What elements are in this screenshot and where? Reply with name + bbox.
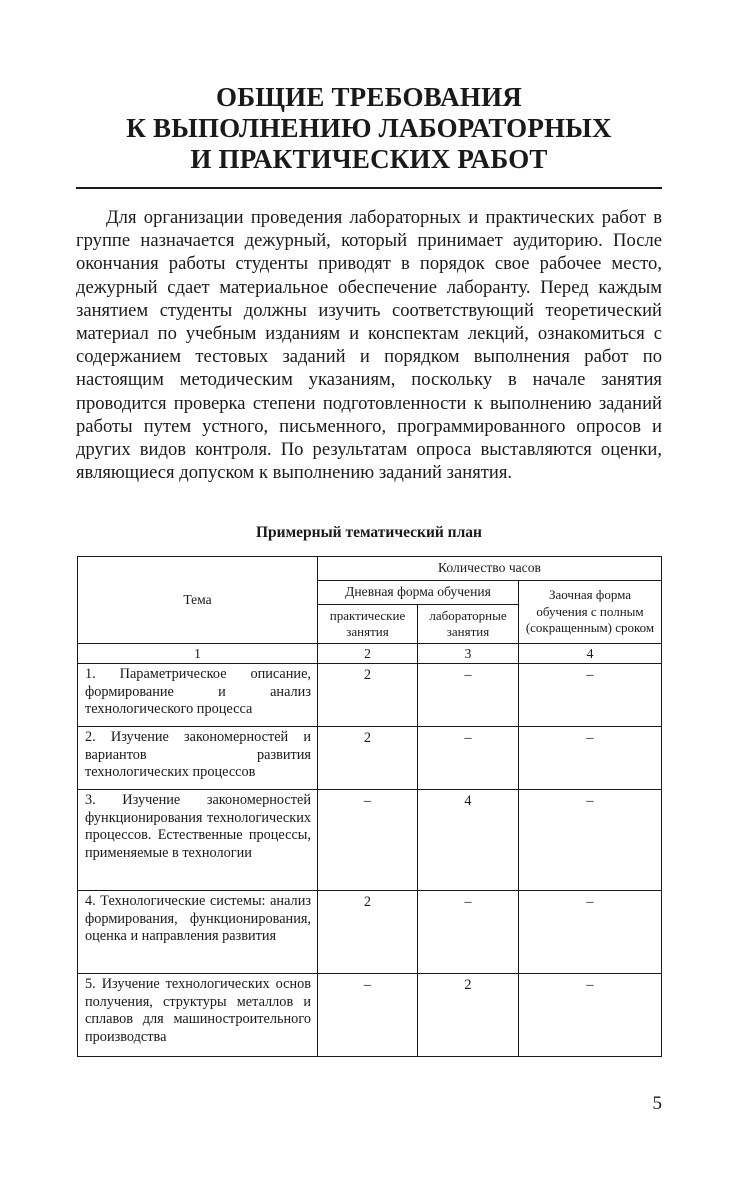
laboratory-hours-cell: – [418,727,519,790]
practical-hours-cell: 2 [318,727,418,790]
header-hours: Количество часов [318,557,662,581]
table-row [78,790,662,891]
practical-hours-cell: 2 [318,664,418,727]
practical-hours-cell: – [318,974,418,1057]
header-topic: Тема [78,557,318,644]
correspondence-hours-cell: – [519,727,662,790]
laboratory-hours-cell: 4 [418,790,519,891]
laboratory-hours-cell: – [418,664,519,727]
column-number-row [78,644,662,664]
topic-cell: 3. Изучение закономерностей функционирования технологических процессов. Естественные процессы, применяемые в технологии [78,790,318,891]
section-title-line-2: К ВЫПОЛНЕНИЮ ЛАБОРАТОРНЫХ [126,113,612,143]
topic-cell: 4. Технологические системы: анализ формирования, функционирования, оценка и направления развития [78,891,318,974]
correspondence-hours-cell: – [519,891,662,974]
column-number: 4 [519,644,662,664]
column-number: 2 [318,644,418,664]
table-row [78,664,662,727]
table-caption: Примерный тематический план [255,524,482,541]
column-number: 3 [418,644,519,664]
section-title-line-1: ОБЩИЕ ТРЕБОВАНИЯ [216,82,522,112]
page-number: 5 [652,1093,662,1114]
practical-hours-cell: – [318,790,418,891]
section-title-line-3: И ПРАКТИЧЕСКИХ РАБОТ [190,144,548,174]
correspondence-hours-cell: – [519,974,662,1057]
correspondence-hours-cell: – [519,664,662,727]
title-divider [76,187,662,189]
header-correspondence: Заочная форма обучения с полным (сокращенным) сроком [519,581,662,644]
table-row [78,727,662,790]
table-row [78,891,662,974]
topic-cell: 1. Параметрическое описание, формирование и анализ технологического процесса [78,664,318,727]
header-daytime: Дневная форма обучения [318,581,519,605]
laboratory-hours-cell: 2 [418,974,519,1057]
topic-cell: 5. Изучение технологических основ получения, структуры металлов и сплавов для машиностроительного производства [78,974,318,1057]
header-practical: практические занятия [318,605,418,644]
laboratory-hours-cell: – [418,891,519,974]
practical-hours-cell: 2 [318,891,418,974]
body-paragraph: Для организации проведения лабораторных и практических работ в группе назначается дежурный, который принимает аудиторию. После окончания работы студенты приводят в порядок свое рабочее место, дежурный сдает материальное обеспечение лаборанту. Перед каждым занятием студенты должны изучить соответствующий теоретический материал по учебным изданиям и конспектам лекций, ознакомиться с содержанием тестовых заданий и порядком выполнения работ по настоящим методическим указаниям, поскольку в начале занятия проводится проверка степени подготовленности к выполнению заданий работы путем устного, письменного, программированного опросов и других видов контроля. По результатам опроса выставляются оценки, являющиеся допуском к выполнению заданий занятия. [76,207,662,484]
table-row [78,974,662,1057]
table-header-row-1 [78,557,662,581]
topic-cell: 2. Изучение закономерностей и вариантов развития технологических процессов [78,727,318,790]
header-laboratory: лабораторные занятия [418,605,519,644]
correspondence-hours-cell: – [519,790,662,891]
thematic-plan-table [77,556,662,1057]
column-number: 1 [78,644,318,664]
section-title [76,82,662,175]
